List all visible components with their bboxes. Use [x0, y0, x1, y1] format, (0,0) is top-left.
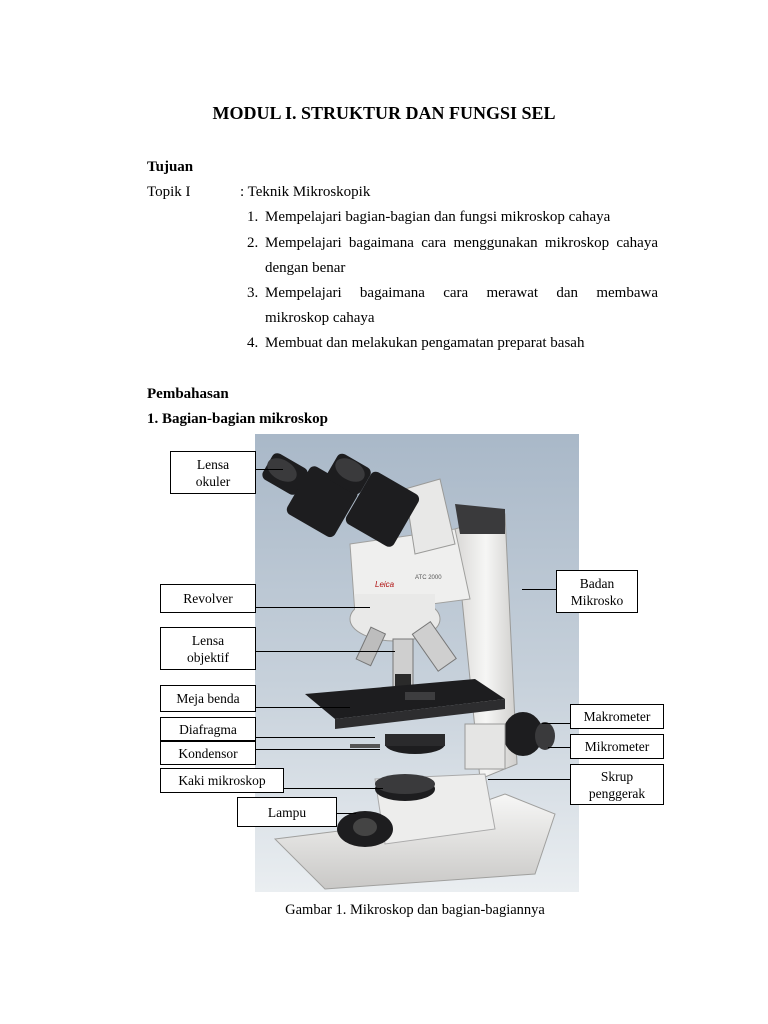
tujuan-heading: Tujuan: [147, 159, 194, 175]
leader-line: [255, 749, 380, 750]
label-revolver: Revolver: [160, 584, 256, 613]
list-item-number: 1.: [247, 209, 259, 225]
pembahasan-heading: Pembahasan: [147, 386, 229, 402]
leader-line: [255, 651, 395, 652]
label-lampu: Lampu: [237, 797, 337, 827]
topik-value: : Teknik Mikroskopik: [240, 184, 371, 200]
leader-line: [255, 737, 375, 738]
leader-line: [255, 707, 350, 708]
list-item-text-cont: mikroskop cahaya: [265, 310, 375, 326]
list-item-text: Mempelajari bagaimana cara merawat dan membawa: [265, 285, 658, 301]
leader-line: [488, 779, 570, 780]
label-kondensor: Kondensor: [160, 741, 256, 765]
label-mikrometer: Mikrometer: [570, 734, 664, 759]
list-item-text: Mempelajari bagian-bagian dan fungsi mikroskop cahaya: [265, 209, 611, 225]
label-skrup-penggerak: Skrup penggerak: [570, 764, 664, 805]
list-item-number: 2.: [247, 235, 259, 251]
section-heading: 1. Bagian-bagian mikroskop: [147, 411, 329, 427]
leader-line: [255, 469, 283, 470]
brand-mark: Leica: [375, 580, 395, 589]
list-item-number: 3.: [247, 285, 259, 301]
leader-line: [336, 813, 356, 814]
label-makrometer: Makrometer: [570, 704, 664, 729]
label-badan-mikrosko: Badan Mikrosko: [556, 570, 638, 613]
list-item-text: Membuat dan melakukan pengamatan preparat basah: [265, 335, 585, 351]
label-meja-benda: Meja benda: [160, 685, 256, 712]
leader-line: [542, 723, 570, 724]
list-item-number: 4.: [247, 335, 259, 351]
model-mark: ATC 2000: [415, 575, 442, 581]
label-lensa-okuler: Lensa okuler: [170, 451, 256, 494]
list-item-text: Mempelajari bagaimana cara menggunakan mikroskop cahaya: [265, 235, 658, 251]
topik-label: Topik I: [147, 184, 191, 200]
page-title: MODUL I. STRUKTUR DAN FUNGSI SEL: [212, 103, 556, 123]
leader-line: [283, 788, 383, 789]
leader-line: [522, 589, 556, 590]
label-diafragma: Diafragma: [160, 717, 256, 741]
figure-caption: Gambar 1. Mikroskop dan bagian-bagiannya: [285, 902, 545, 918]
label-lensa-objektif: Lensa objektif: [160, 627, 256, 670]
list-item-text-cont: dengan benar: [265, 260, 346, 276]
leader-line: [255, 607, 370, 608]
leader-line: [548, 747, 570, 748]
label-kaki-mikroskop: Kaki mikroskop: [160, 768, 284, 793]
